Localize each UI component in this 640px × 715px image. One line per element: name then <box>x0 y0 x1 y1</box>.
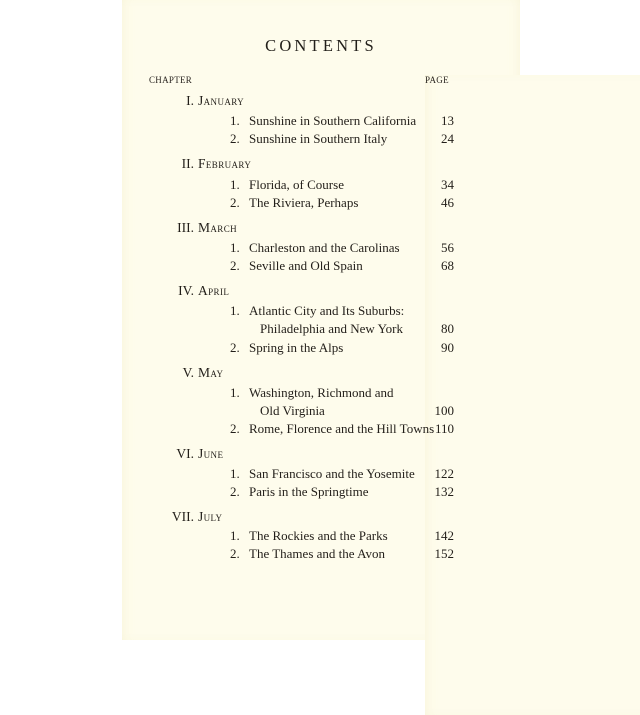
toc-entry-continuation <box>122 402 520 420</box>
section-title: The Rockies and the Parks <box>249 528 388 543</box>
section-number: 2. <box>230 195 240 210</box>
section-title: Charleston and the Carolinas <box>249 240 400 255</box>
chapter-name: January <box>198 93 245 108</box>
section-number: 1. <box>230 303 240 318</box>
section-title: Florida, of Course <box>249 177 344 192</box>
page-number: 13 <box>441 113 454 128</box>
section-title: San Francisco and the Yosemite <box>249 466 415 481</box>
page-number: 142 <box>434 528 454 543</box>
page-title: CONTENTS <box>265 36 377 55</box>
section-title: Rome, Florence and the Hill Towns <box>249 421 435 436</box>
section-number: 1. <box>230 240 240 255</box>
section-title-continued: Philadelphia and New York <box>260 321 403 336</box>
page-number: 80 <box>441 321 454 336</box>
section-number: 2. <box>230 546 240 561</box>
toc-entry <box>122 545 520 563</box>
section-number: 2. <box>230 131 240 146</box>
toc-entry <box>122 527 520 545</box>
page-column-header: PAGE <box>425 75 640 715</box>
page-number: 110 <box>434 421 454 436</box>
toc-entry <box>122 176 520 194</box>
section-number: 1. <box>230 113 240 128</box>
section-title: The Thames and the Avon <box>249 546 385 561</box>
section-title: Spring in the Alps <box>249 340 344 355</box>
chapter-numeral: VI. <box>176 446 194 461</box>
chapter-name: March <box>198 220 238 235</box>
page-number: 152 <box>434 546 454 561</box>
chapter-numeral: I. <box>186 93 194 108</box>
chapter-heading <box>122 508 520 526</box>
chapter-numeral: VII. <box>171 509 194 524</box>
book-page <box>122 0 520 640</box>
toc-entry <box>122 302 520 320</box>
section-number: 1. <box>230 385 240 400</box>
section-title: The Riviera, Perhaps <box>249 195 359 210</box>
chapter-numeral: II. <box>181 156 194 171</box>
chapter-name: June <box>198 446 224 461</box>
toc-entry <box>122 465 520 483</box>
chapter-heading <box>122 364 520 382</box>
section-number: 2. <box>230 421 240 436</box>
page-number: 34 <box>441 177 454 192</box>
chapter-numeral: IV. <box>178 283 194 298</box>
toc-entry <box>122 483 520 501</box>
section-number: 2. <box>230 340 240 355</box>
toc-entry <box>122 384 520 402</box>
section-number: 2. <box>230 484 240 499</box>
toc-entry <box>122 112 520 130</box>
page-number: 46 <box>441 195 454 210</box>
page-number: 122 <box>434 466 454 481</box>
toc-entry <box>122 130 520 148</box>
section-number: 2. <box>230 258 240 273</box>
section-number: 1. <box>230 466 240 481</box>
chapter-name: April <box>198 283 230 298</box>
toc-entry-continuation <box>122 320 520 338</box>
chapter-heading <box>122 282 520 300</box>
toc-entry <box>122 239 520 257</box>
section-number: 1. <box>230 177 240 192</box>
toc-entry <box>122 420 520 438</box>
chapter-numeral: III. <box>177 220 194 235</box>
section-title: Atlantic City and Its Suburbs: <box>249 303 405 318</box>
page-number: 90 <box>441 340 454 355</box>
section-title: Sunshine in Southern California <box>249 113 417 128</box>
page-number: 132 <box>434 484 454 499</box>
section-title: Seville and Old Spain <box>249 258 363 273</box>
chapter-name: February <box>198 156 252 171</box>
toc-entry <box>122 194 520 212</box>
chapter-column-header: CHAPTER <box>149 75 193 85</box>
section-number: 1. <box>230 528 240 543</box>
chapter-name: July <box>198 509 223 524</box>
page-number: 68 <box>441 258 454 273</box>
section-title: Paris in the Springtime <box>249 484 369 499</box>
section-title: Washington, Richmond and <box>249 385 394 400</box>
chapter-heading <box>122 155 520 173</box>
toc-entry <box>122 339 520 357</box>
chapter-heading <box>122 92 520 110</box>
chapter-name: May <box>198 365 224 380</box>
chapter-heading <box>122 445 520 463</box>
chapter-numeral: V. <box>182 365 194 380</box>
section-title-continued: Old Virginia <box>260 403 325 418</box>
page-number: 56 <box>441 240 454 255</box>
page-number: 24 <box>441 131 454 146</box>
page-number: 100 <box>434 403 454 418</box>
toc-entry <box>122 257 520 275</box>
section-title: Sunshine in Southern Italy <box>249 131 388 146</box>
chapter-heading <box>122 219 520 237</box>
